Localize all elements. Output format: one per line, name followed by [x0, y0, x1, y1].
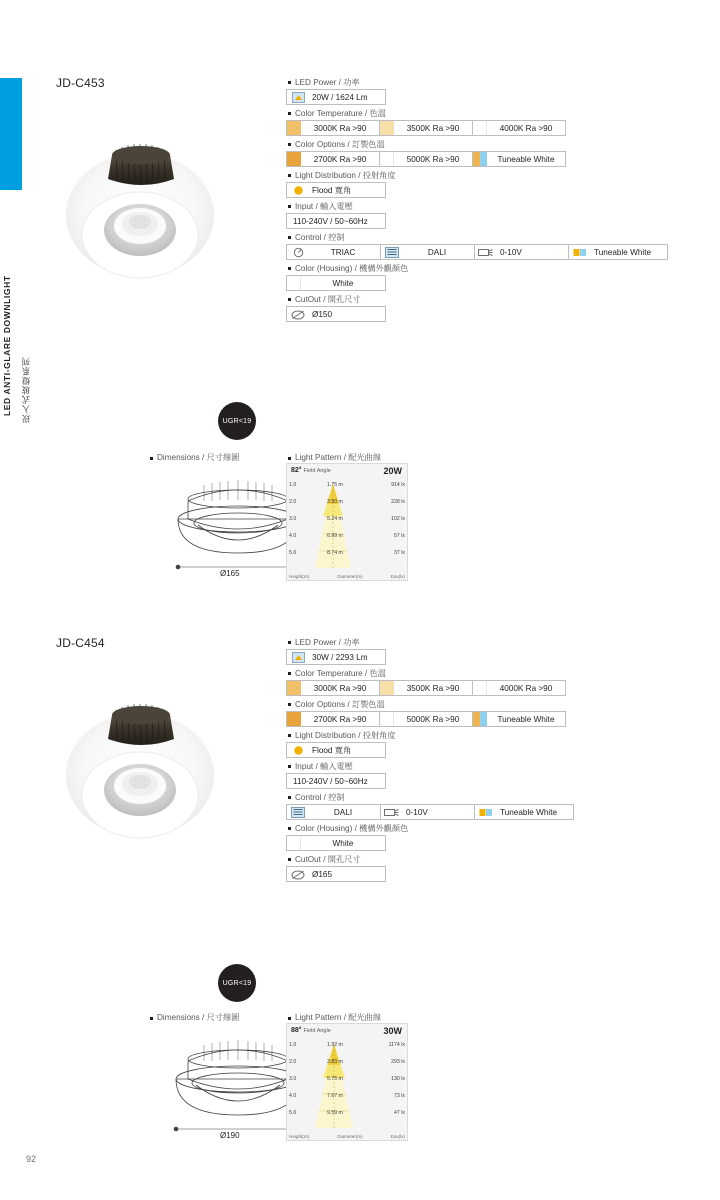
eav-value: 130 lx: [391, 1076, 405, 1082]
cct-swatch: [287, 121, 301, 135]
color-option-label: Tuneable White: [497, 154, 555, 164]
cct-swatch: [473, 121, 487, 135]
tuneable-white-icon: [478, 806, 494, 818]
dimension-diameter-label: Ø190: [220, 1131, 240, 1140]
led-power-value[interactable]: [286, 89, 386, 105]
col-diameter: Diameter(m): [337, 574, 363, 579]
light-pattern-row: [327, 499, 405, 516]
height-scale: [289, 482, 296, 567]
spec-group-led-power: [286, 636, 686, 665]
beam-angle-label: Flood 寬角: [312, 185, 352, 195]
cct-label: 4000K Ra >90: [499, 123, 553, 133]
spec-group-light-distribution: [286, 169, 686, 198]
control-option-dali[interactable]: [380, 244, 475, 260]
page-number: 92: [26, 1154, 37, 1164]
field-angle: [291, 1027, 331, 1034]
spec-column: [286, 76, 686, 324]
housing-color-option[interactable]: [286, 835, 386, 851]
color-option-label: 2700K Ra >90: [313, 154, 367, 164]
light-pattern-row: [327, 1093, 405, 1110]
cutout-icon: [290, 308, 306, 320]
model-name: JD-C453: [56, 76, 105, 90]
diameter-value: 6.99 m: [327, 533, 343, 539]
light-pattern-chart: [286, 1023, 408, 1141]
spec-group-color-options: [286, 698, 686, 727]
spec-group-light-distribution: [286, 729, 686, 758]
spec-title-light-distribution: Light Distribution / 投射角度: [286, 169, 686, 182]
beam-angle-option[interactable]: [286, 182, 386, 198]
height-tick: 2.0: [289, 1059, 297, 1065]
spec-title-input: Input / 輸入電壓: [286, 760, 686, 773]
control-option-tuneable-white[interactable]: [568, 244, 668, 260]
light-pattern-row: [327, 1076, 405, 1093]
light-pattern-row: [327, 1110, 405, 1127]
spec-title-led-power: LED Power / 功率: [286, 76, 686, 89]
height-tick: 5.0: [289, 550, 297, 556]
spec-group-housing: [286, 822, 686, 851]
cct-option[interactable]: [472, 120, 566, 136]
control-option-0-10v[interactable]: [380, 804, 475, 820]
product-photo: [60, 100, 270, 300]
input-voltage-label: 110-240V / 50~60Hz: [293, 216, 368, 226]
product-block: [0, 560, 720, 1160]
eav-value: 73 lx: [394, 1093, 405, 1099]
height-tick: 4.0: [289, 1093, 297, 1099]
diameter-value: 5.24 m: [327, 516, 343, 522]
spec-group-control: [286, 231, 686, 260]
color-option-swatch: [287, 712, 301, 726]
series-label-cn: 崁入式玻燈系列: [21, 356, 31, 424]
spec-title-control: Control / 控制: [286, 231, 686, 244]
cct-option[interactable]: [379, 120, 473, 136]
color-option-swatch: [473, 152, 487, 166]
spec-group-input: [286, 200, 686, 229]
col-eav: Eav(lx): [390, 1134, 405, 1139]
color-option[interactable]: [472, 711, 566, 727]
cct-swatch: [473, 681, 487, 695]
cct-swatch: [380, 681, 394, 695]
color-option[interactable]: [286, 711, 380, 727]
spec-group-housing: [286, 262, 686, 291]
light-pattern-row: [327, 1059, 405, 1076]
height-scale: [289, 1042, 296, 1127]
dali-module-icon: [290, 806, 306, 818]
spec-group-control: [286, 791, 686, 820]
field-angle-value: 82°: [291, 467, 302, 474]
housing-color-label: White: [332, 278, 354, 288]
light-pattern-row: [327, 482, 405, 499]
control-label: DALI: [427, 247, 447, 257]
eav-value: 1174 lx: [388, 1042, 405, 1048]
spec-group-cutout: [286, 853, 686, 882]
diameter-value: 3.50 m: [327, 499, 343, 505]
input-voltage-value[interactable]: [286, 213, 386, 229]
led-power-text: 30W / 2293 Lm: [312, 652, 368, 662]
control-label: Tuneable White: [594, 247, 652, 257]
light-pattern: [286, 1012, 408, 1141]
diameter-value: 5.75 m: [327, 1076, 343, 1082]
spec-title-cct: Color Temperature / 色溫: [286, 667, 686, 680]
zero-ten-volt-icon: [384, 806, 400, 818]
color-option[interactable]: [472, 151, 566, 167]
color-option-swatch: [380, 712, 394, 726]
color-option[interactable]: [379, 151, 473, 167]
cutout-label: Ø150: [312, 309, 333, 319]
spec-title-control: Control / 控制: [286, 791, 686, 804]
diameter-value: 7.67 m: [327, 1093, 343, 1099]
housing-color-option[interactable]: [286, 275, 386, 291]
eav-value: 37 lx: [394, 550, 405, 556]
height-tick: 5.0: [289, 1110, 297, 1116]
cct-option[interactable]: [286, 120, 380, 136]
field-angle: [291, 467, 331, 474]
field-angle-value: 88°: [291, 1027, 302, 1034]
cct-swatch: [287, 681, 301, 695]
input-voltage-value[interactable]: [286, 773, 386, 789]
light-pattern-rows: [327, 1042, 405, 1127]
flood-beam-icon: [290, 184, 306, 196]
eav-value: 47 lx: [394, 1110, 405, 1116]
beam-angle-label: Flood 寬角: [312, 745, 352, 755]
spec-title-cct: Color Temperature / 色溫: [286, 107, 686, 120]
spec-title-input: Input / 輸入電壓: [286, 200, 686, 213]
height-tick: 4.0: [289, 533, 297, 539]
control-option-0-10v[interactable]: [474, 244, 569, 260]
ugr-badge: [218, 964, 256, 1002]
diameter-value: 9.59 m: [327, 1110, 343, 1116]
spec-title-color-options: Color Options / 訂製色溫: [286, 138, 686, 151]
light-pattern-title: Light Pattern / 配光曲線: [286, 1012, 408, 1023]
spec-title-housing: Color (Housing) / 機構外觀顏色: [286, 262, 686, 275]
led-power-value[interactable]: [286, 649, 386, 665]
control-option-triac[interactable]: [286, 244, 381, 260]
control-option-dali[interactable]: [286, 804, 381, 820]
lumen-icon: [290, 91, 306, 103]
eav-value: 102 lx: [391, 516, 405, 522]
cct-label: 3000K Ra >90: [313, 123, 367, 133]
spec-title-cutout: CutOut / 開孔尺寸: [286, 293, 686, 306]
product-photo: [60, 660, 270, 860]
spec-title-color-options: Color Options / 訂製色溫: [286, 698, 686, 711]
control-label: Tuneable White: [500, 807, 558, 817]
spec-group-cutout: [286, 293, 686, 322]
flood-beam-icon: [290, 744, 306, 756]
spec-group-color-options: [286, 138, 686, 167]
cct-swatch: [380, 121, 394, 135]
col-height: Height(m): [289, 1134, 310, 1139]
housing-color-swatch: [287, 276, 301, 290]
light-pattern-footer: [289, 1134, 405, 1139]
diameter-value: 1.92 m: [327, 1042, 343, 1048]
cct-label: 3500K Ra >90: [406, 683, 460, 693]
spec-group-input: [286, 760, 686, 789]
cutout-label: Ø165: [312, 869, 333, 879]
spec-title-cutout: CutOut / 開孔尺寸: [286, 853, 686, 866]
diameter-value: 1.75 m: [327, 482, 343, 488]
housing-color-swatch: [287, 836, 301, 850]
col-eav: Eav(lx): [390, 574, 405, 579]
light-pattern-row: [327, 533, 405, 550]
light-pattern-row: [327, 1042, 405, 1059]
height-tick: 2.0: [289, 499, 297, 505]
ugr-value: UGR<19: [222, 979, 252, 987]
control-label: DALI: [333, 807, 353, 817]
beam-angle-option[interactable]: [286, 742, 386, 758]
dimension-diameter-label: Ø165: [220, 569, 240, 578]
diameter-value: 3.83 m: [327, 1059, 343, 1065]
dali-module-icon: [384, 246, 400, 258]
control-option-tuneable-white[interactable]: [474, 804, 574, 820]
color-option-swatch: [287, 152, 301, 166]
control-label: 0-10V: [406, 807, 428, 817]
lumen-icon: [290, 651, 306, 663]
cct-label: 4000K Ra >90: [499, 683, 553, 693]
eav-value: 228 lx: [391, 499, 405, 505]
color-option-label: 5000K Ra >90: [406, 154, 460, 164]
color-option-label: 5000K Ra >90: [406, 714, 460, 724]
model-name: JD-C454: [56, 636, 105, 650]
height-tick: 3.0: [289, 1076, 297, 1082]
color-option-label: 2700K Ra >90: [313, 714, 367, 724]
cct-option[interactable]: [286, 680, 380, 696]
ugr-value: UGR<19: [222, 417, 252, 425]
eav-value: 57 lx: [394, 533, 405, 539]
cutout-value[interactable]: [286, 306, 386, 322]
cct-option[interactable]: [379, 680, 473, 696]
light-pattern-power: 30W: [383, 1026, 402, 1036]
cct-label: 3500K Ra >90: [406, 123, 460, 133]
light-pattern-row: [327, 516, 405, 533]
spec-group-cct: [286, 107, 686, 136]
cutout-icon: [290, 868, 306, 880]
color-option[interactable]: [286, 151, 380, 167]
dimmer-knob-icon: [290, 246, 306, 258]
dimensions-title: Dimensions / 尺寸線圖: [148, 452, 328, 463]
color-option-swatch: [380, 152, 394, 166]
tuneable-white-icon: [572, 246, 588, 258]
light-pattern-rows: [327, 482, 405, 567]
control-label: TRIAC: [330, 247, 356, 257]
dimensions-title: Dimensions / 尺寸線圖: [148, 1012, 328, 1023]
spec-title-light-distribution: Light Distribution / 投射角度: [286, 729, 686, 742]
height-tick: 1.0: [289, 1042, 297, 1048]
col-height: Height(m): [289, 574, 310, 579]
spec-group-led-power: [286, 76, 686, 105]
light-pattern-power: 20W: [383, 466, 402, 476]
spec-title-led-power: LED Power / 功率: [286, 636, 686, 649]
field-angle-label: Field Angle: [303, 468, 331, 474]
height-tick: 3.0: [289, 516, 297, 522]
light-pattern-title: Light Pattern / 配光曲線: [286, 452, 408, 463]
color-option-label: Tuneable White: [497, 714, 555, 724]
spec-title-housing: Color (Housing) / 機構外觀顏色: [286, 822, 686, 835]
cct-option[interactable]: [472, 680, 566, 696]
cutout-value[interactable]: [286, 866, 386, 882]
height-tick: 1.0: [289, 482, 297, 488]
control-label: 0-10V: [500, 247, 522, 257]
led-power-text: 20W / 1624 Lm: [312, 92, 368, 102]
eav-value: 914 lx: [391, 482, 405, 488]
cct-label: 3000K Ra >90: [313, 683, 367, 693]
spec-group-cct: [286, 667, 686, 696]
housing-color-label: White: [332, 838, 354, 848]
zero-ten-volt-icon: [478, 246, 494, 258]
field-angle-label: Field Angle: [303, 1028, 331, 1034]
eav-value: 293 lx: [391, 1059, 405, 1065]
color-option-swatch: [473, 712, 487, 726]
diameter-value: 8.74 m: [327, 550, 343, 556]
spec-column: [286, 636, 686, 884]
col-diameter: Diameter(m): [337, 1134, 363, 1139]
color-option[interactable]: [379, 711, 473, 727]
input-voltage-label: 110-240V / 50~60Hz: [293, 776, 368, 786]
ugr-badge: [218, 402, 256, 440]
series-label-en: LED ANTI-GLARE DOWNLIGHT: [2, 275, 12, 417]
